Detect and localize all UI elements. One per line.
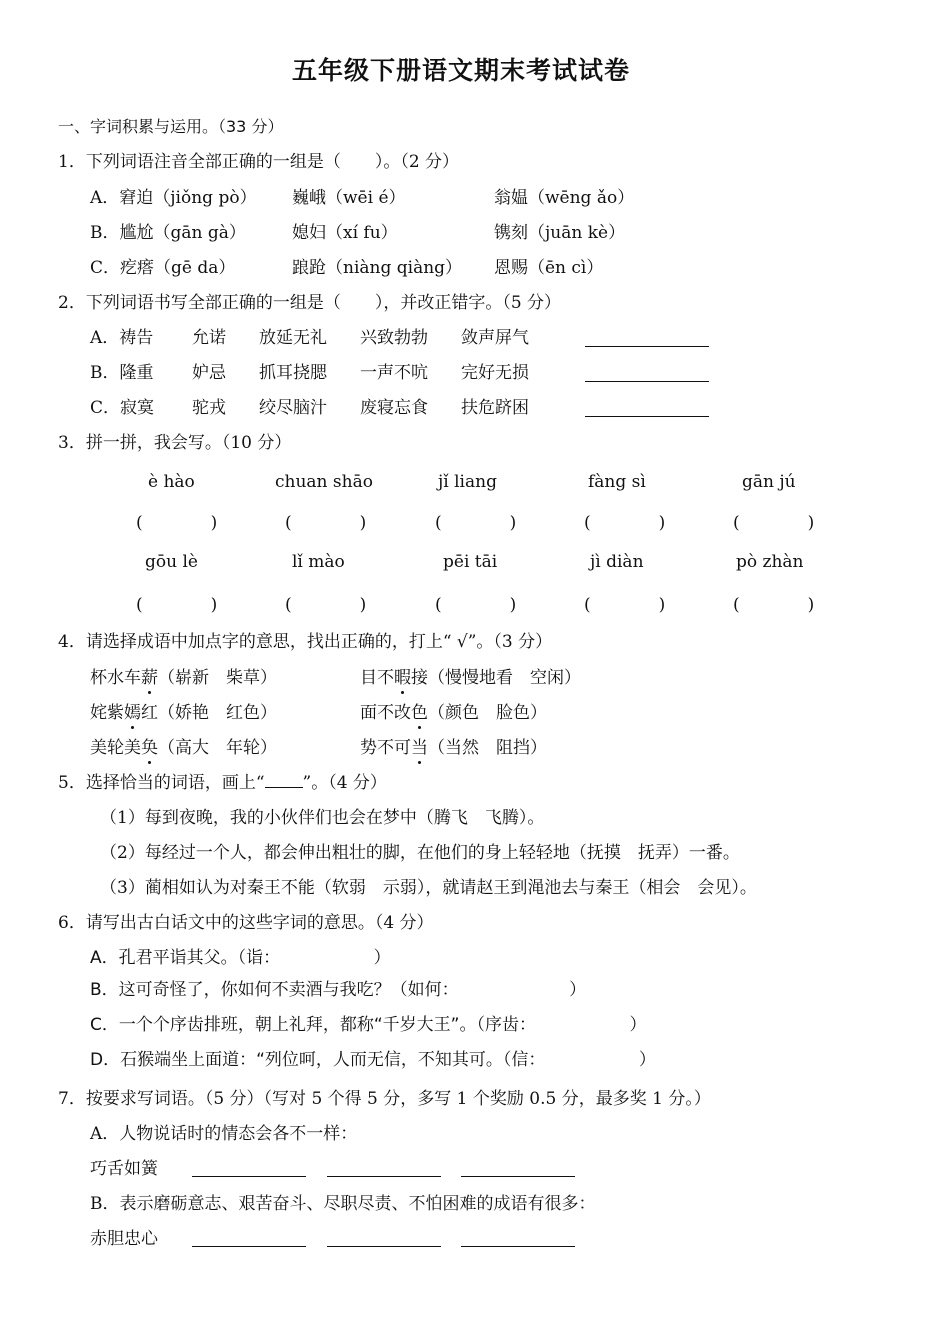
q6-item[interactable]: D．石猴端坐上面道：“列位呵，人而无信，不知其可。（信： ）	[90, 1050, 656, 1070]
pinyin: lǐ mào	[292, 552, 345, 572]
answer-paren[interactable]: ( )	[136, 595, 218, 615]
answer-paren[interactable]: ( )	[584, 513, 666, 533]
idiom-options[interactable]: （当然 阻挡）	[428, 738, 547, 758]
dotted-char: 奂	[141, 738, 158, 758]
question-7-stem: 7．按要求写词语。（5 分）（写对 5 个得 5 分，多写 1 个奖励 0.5 分，最多奖 1 分。）	[58, 1089, 711, 1109]
q2-word: A．祷告	[90, 328, 154, 348]
section-heading: 一、字词积累与运用。（33 分）	[58, 117, 284, 136]
idiom-item: 目不暇接（慢慢地看 空闲）	[360, 668, 581, 688]
q7-part-a-example: 巧舌如簧	[90, 1159, 158, 1179]
dotted-char: 嫣	[124, 703, 141, 723]
pinyin: jì diàn	[590, 552, 644, 572]
q2-word: C．寂寞	[90, 398, 155, 418]
idiom-item: 势不可当（当然 阻挡）	[360, 738, 547, 758]
q6-item[interactable]: B．这可奇怪了，你如何不卖酒与我吃？（如何： ）	[90, 980, 587, 1000]
q1-option-c-3: 恩赐（ēn cì）	[494, 258, 604, 278]
answer-blank[interactable]	[461, 1176, 575, 1177]
q2-word: 驼戎	[192, 398, 226, 418]
q2-word: 敛声屏气	[461, 328, 529, 348]
q2-word: B．隆重	[90, 363, 154, 383]
answer-blank[interactable]	[585, 381, 709, 382]
dotted-char: 当	[411, 738, 428, 758]
idiom-options[interactable]: （崭新 柴草）	[158, 668, 277, 688]
answer-blank[interactable]	[327, 1176, 441, 1177]
q1-option-b-3: 镌刻（juān kè）	[494, 223, 626, 243]
pinyin: pēi tāi	[443, 552, 498, 572]
question-4-stem: 4．请选择成语中加点字的意思，找出正确的，打上“ √”。（3 分）	[58, 632, 553, 652]
idiom-options[interactable]: （慢慢地看 空闲）	[428, 668, 581, 688]
answer-paren[interactable]: ( )	[136, 513, 218, 533]
pinyin: jǐ liang	[438, 472, 497, 492]
question-5-stem: 5．选择恰当的词语，画上“ ”。（4 分）	[58, 773, 387, 793]
q5-item[interactable]: （2）每经过一个人，都会伸出粗壮的脚，在他们的身上轻轻地（抚摸 抚弄）一番。	[100, 843, 740, 863]
q1-option-b-1: B．尴尬（gān gà）	[90, 223, 246, 243]
answer-blank[interactable]	[585, 416, 709, 417]
q1-option-b-2: 媳妇（xí fu）	[292, 223, 398, 243]
dotted-char: 色	[411, 703, 428, 723]
answer-blank[interactable]	[192, 1176, 306, 1177]
q1-option-a-3: 翁媪（wēng ǎo）	[494, 188, 635, 208]
q1-option-c-2: 踉跄（niàng qiàng）	[292, 258, 463, 278]
idiom-item: 杯水车薪（崭新 柴草）	[90, 668, 277, 688]
pinyin: fàng sì	[588, 472, 646, 492]
q1-option-a-2: 巍峨（wēi é）	[292, 188, 406, 208]
idiom-item: 面不改色（颜色 脸色）	[360, 703, 547, 723]
idiom-item: 美轮美奂（高大 年轮）	[90, 738, 277, 758]
idiom-options[interactable]: （娇艳 红色）	[158, 703, 277, 723]
question-6-stem: 6．请写出古白话文中的这些字词的意思。（4 分）	[58, 913, 434, 933]
dotted-char: 薪	[141, 668, 158, 688]
q2-word: 废寝忘食	[360, 398, 428, 418]
answer-paren[interactable]: ( )	[435, 595, 517, 615]
q2-word: 允诺	[192, 328, 226, 348]
page-title: 五年级下册语文期末考试试卷	[292, 56, 631, 85]
pinyin: pò zhàn	[736, 552, 804, 572]
answer-paren[interactable]: ( )	[435, 513, 517, 533]
answer-blank[interactable]	[461, 1246, 575, 1247]
dotted-char: 暇	[394, 668, 411, 688]
q5-item[interactable]: （1）每到夜晚，我的小伙伴们也会在梦中（腾飞 飞腾）。	[100, 808, 545, 828]
q2-word: 绞尽脑汁	[259, 398, 327, 418]
answer-paren[interactable]: ( )	[285, 595, 367, 615]
q5-item[interactable]: （3）蔺相如认为对秦王不能（软弱 示弱），就请赵王到渑池去与秦王（相会 会见）。	[100, 878, 757, 898]
pinyin: chuan shāo	[275, 472, 373, 492]
pinyin: gōu lè	[145, 552, 198, 572]
idiom-item: 姹紫嫣红（娇艳 红色）	[90, 703, 277, 723]
q2-word: 放延无礼	[259, 328, 327, 348]
answer-paren[interactable]: ( )	[285, 513, 367, 533]
q2-word: 完好无损	[461, 363, 529, 383]
q2-word: 扶危跻困	[461, 398, 529, 418]
q6-item[interactable]: C．一个个序齿排班，朝上礼拜，都称“千岁大王”。（序齿： ）	[90, 1015, 647, 1035]
answer-blank[interactable]	[192, 1246, 306, 1247]
question-2-stem: 2．下列词语书写全部正确的一组是（ ），并改正错字。（5 分）	[58, 293, 562, 313]
question-3-stem: 3．拼一拼，我会写。（10 分）	[58, 433, 292, 453]
q2-word: 抓耳挠腮	[259, 363, 327, 383]
idiom-options[interactable]: （颜色 脸色）	[428, 703, 547, 723]
answer-paren[interactable]: ( )	[733, 513, 815, 533]
q7-part-b-label: B．表示磨砺意志、艰苦奋斗、尽职尽责、不怕困难的成语有很多：	[90, 1194, 596, 1214]
q2-word: 妒忌	[192, 363, 226, 383]
pinyin: è hào	[148, 472, 195, 492]
q2-word: 一声不吭	[360, 363, 428, 383]
q1-option-c-1: C．疙瘩（gē da）	[90, 258, 236, 278]
q7-part-b-example: 赤胆忠心	[90, 1229, 158, 1249]
q6-item[interactable]: A．孔君平诣其父。（诣： ）	[90, 948, 391, 968]
answer-paren[interactable]: ( )	[733, 595, 815, 615]
answer-paren[interactable]: ( )	[584, 595, 666, 615]
q2-word: 兴致勃勃	[360, 328, 428, 348]
q7-part-a-label: A．人物说话时的情态会各不一样：	[90, 1124, 358, 1144]
idiom-options[interactable]: （高大 年轮）	[158, 738, 277, 758]
underline-sample	[265, 773, 303, 788]
answer-blank[interactable]	[585, 346, 709, 347]
pinyin: gān jú	[742, 472, 796, 492]
answer-blank[interactable]	[327, 1246, 441, 1247]
question-1-stem: 1．下列词语注音全部正确的一组是（ ）。（2 分）	[58, 152, 460, 172]
q1-option-a-1: A．窘迫（jiǒng pò）	[90, 188, 257, 208]
